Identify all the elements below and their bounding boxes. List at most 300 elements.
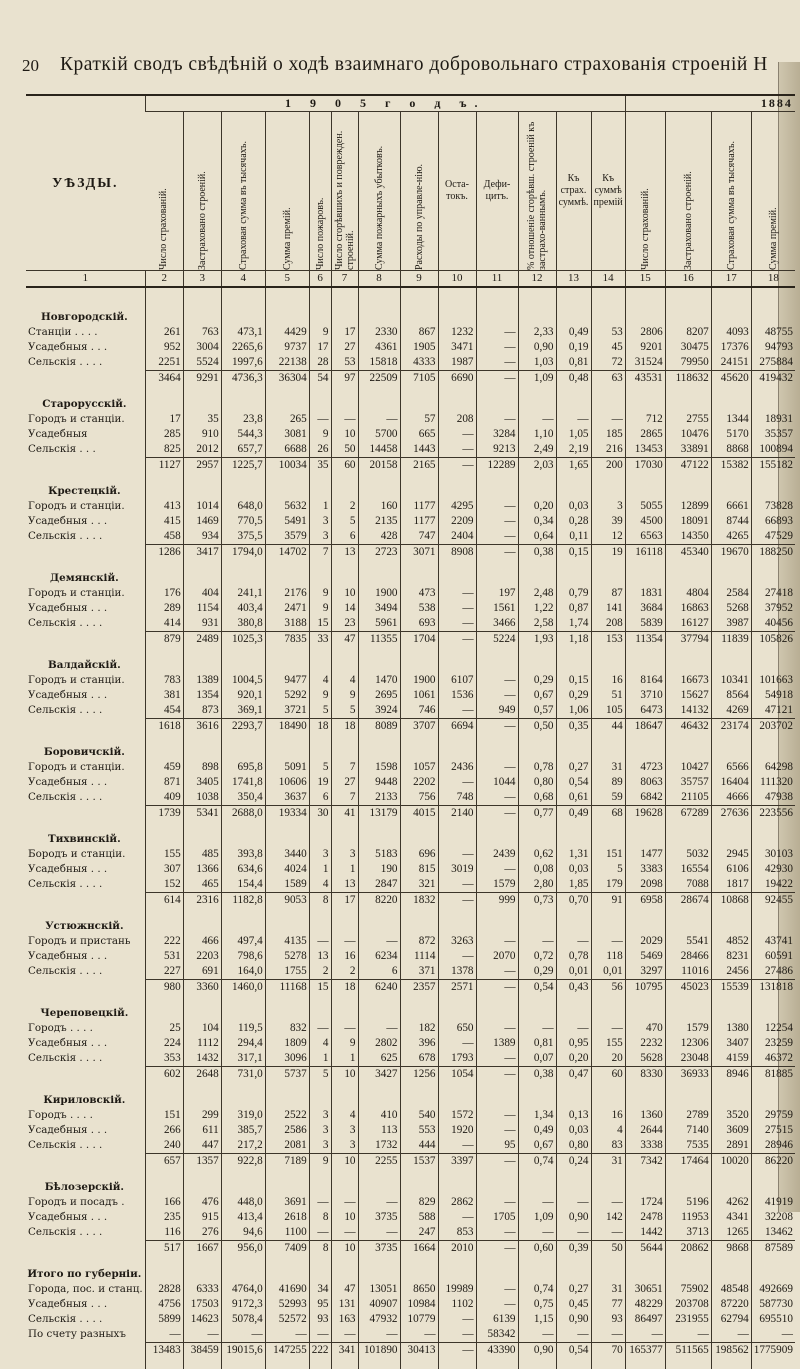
cell-col-5: 52993: [265, 1297, 309, 1312]
table-row: [26, 499, 795, 514]
table-row: [26, 616, 795, 632]
cell-col-13: 0,90: [556, 1312, 591, 1327]
cell-col-8: 3735: [358, 1241, 400, 1257]
row-label: [26, 632, 145, 648]
cell-col-12: 0,78: [518, 760, 556, 775]
cell-col-10: 2010: [438, 1241, 476, 1257]
table-row: [26, 1225, 795, 1241]
cell-col-6: —: [309, 412, 331, 427]
cell-col-17: 11839: [711, 632, 751, 648]
cell-col-17: 48548: [711, 1282, 751, 1297]
cell-col-5: 5278: [265, 949, 309, 964]
cell-col-13: 0,39: [556, 1241, 591, 1257]
column-header-6: [309, 112, 331, 271]
cell-col-12: 1,09: [518, 371, 556, 387]
cell-col-4: —: [221, 1327, 265, 1343]
cell-col-10: 19989: [438, 1282, 476, 1297]
cell-col-6: 9: [309, 1154, 331, 1170]
cell-col-7: 341: [331, 1343, 358, 1359]
cell-col-18: 13462: [751, 1225, 795, 1241]
cell-col-5: 18490: [265, 719, 309, 735]
cell-col-17: 62794: [711, 1312, 751, 1327]
cell-col-9: 7105: [400, 371, 438, 387]
cell-col-2: 261: [145, 325, 183, 340]
cell-col-17: 198562: [711, 1343, 751, 1359]
cell-col-7: 1: [331, 1051, 358, 1067]
cell-col-3: 2012: [183, 442, 221, 458]
cell-col-16: —: [665, 1327, 711, 1343]
cell-col-3: 1366: [183, 862, 221, 877]
cell-col-2: 166: [145, 1195, 183, 1210]
cell-col-18: 131818: [751, 980, 795, 996]
cell-col-4: 1460,0: [221, 980, 265, 996]
cell-col-12: 0,29: [518, 673, 556, 688]
cell-col-15: 6842: [625, 790, 665, 806]
cell-col-14: 20: [591, 1051, 625, 1067]
table-row: [26, 949, 795, 964]
cell-col-4: 648,0: [221, 499, 265, 514]
cell-col-12: 2,03: [518, 458, 556, 474]
column-number: 15: [625, 271, 665, 288]
column-number: 17: [711, 271, 751, 288]
cell-col-13: 0,27: [556, 760, 591, 775]
cell-col-16: 5541: [665, 934, 711, 949]
cell-col-9: 815: [400, 862, 438, 877]
cell-col-3: 2648: [183, 1067, 221, 1083]
table-row: [26, 355, 795, 371]
cell-col-6: 9: [309, 427, 331, 442]
cell-col-16: 20862: [665, 1241, 711, 1257]
cell-col-12: 0,67: [518, 688, 556, 703]
cell-col-2: 1127: [145, 458, 183, 474]
cell-col-13: —: [556, 934, 591, 949]
cell-col-6: 3: [309, 1108, 331, 1123]
row-label: Сельскія . . . .: [28, 791, 103, 804]
cell-col-5: 3096: [265, 1051, 309, 1067]
cell-col-18: 64298: [751, 760, 795, 775]
cell-col-11: —: [476, 499, 518, 514]
column-header-18: [751, 112, 795, 271]
cell-col-5: 9053: [265, 893, 309, 909]
row-label: [26, 545, 145, 561]
cell-col-13: 0,90: [556, 1210, 591, 1225]
table-row: [26, 775, 795, 790]
column-number: 5: [265, 271, 309, 288]
column-number: 16: [665, 271, 711, 288]
cell-col-15: 3383: [625, 862, 665, 877]
cell-col-9: 538: [400, 601, 438, 616]
cell-col-7: 17: [331, 325, 358, 340]
cell-col-7: —: [331, 934, 358, 949]
cell-col-4: 731,0: [221, 1067, 265, 1083]
column-number: 4: [221, 271, 265, 288]
cell-col-9: 1177: [400, 499, 438, 514]
cell-col-12: 0,62: [518, 847, 556, 862]
cell-col-17: 16404: [711, 775, 751, 790]
cell-col-7: 3: [331, 1123, 358, 1138]
cell-col-7: 41: [331, 806, 358, 822]
cell-col-12: 0,90: [518, 1343, 556, 1359]
cell-col-2: 825: [145, 442, 183, 458]
cell-col-3: 910: [183, 427, 221, 442]
cell-col-5: 7835: [265, 632, 309, 648]
spacer-row: [26, 647, 795, 658]
cell-col-11: 6139: [476, 1312, 518, 1327]
cell-col-14: 3: [591, 499, 625, 514]
cell-col-3: 1357: [183, 1154, 221, 1170]
cell-col-13: 0,19: [556, 340, 591, 355]
cell-col-10: 1232: [438, 325, 476, 340]
row-label: Сельскія . . . .: [28, 704, 103, 717]
page-header: [0, 52, 800, 86]
cell-col-16: 3713: [665, 1225, 711, 1241]
cell-col-11: —: [476, 1067, 518, 1083]
cell-col-16: 231955: [665, 1312, 711, 1327]
cell-col-3: 38459: [183, 1343, 221, 1359]
cell-col-12: 0,90: [518, 340, 556, 355]
cell-col-7: 27: [331, 775, 358, 790]
cell-col-16: 45340: [665, 545, 711, 561]
table-row: [26, 847, 795, 862]
cell-col-9: 1905: [400, 340, 438, 355]
cell-col-8: 3427: [358, 1067, 400, 1083]
cell-col-10: 208: [438, 412, 476, 427]
table-row: [26, 1123, 795, 1138]
row-label: Бородъ и станціи.: [28, 848, 126, 860]
cell-col-12: 0,08: [518, 862, 556, 877]
row-label: Усадебныя . . .: [28, 1124, 108, 1136]
cell-col-3: 931: [183, 616, 221, 632]
cell-col-4: 2293,7: [221, 719, 265, 735]
cell-col-13: 0,79: [556, 586, 591, 601]
cell-col-10: 1920: [438, 1123, 476, 1138]
district-name: Устюжнскій.: [45, 920, 124, 932]
cell-col-2: 224: [145, 1036, 183, 1051]
cell-col-18: 27418: [751, 586, 795, 601]
cell-col-7: 3: [331, 847, 358, 862]
cell-col-17: 24151: [711, 355, 751, 371]
cell-col-2: 5899: [145, 1312, 183, 1327]
cell-col-2: 25: [145, 1021, 183, 1036]
cell-col-13: 0,29: [556, 688, 591, 703]
year-1884-header: 1884: [625, 95, 795, 112]
cell-col-14: 31: [591, 1282, 625, 1297]
column-number: 6: [309, 271, 331, 288]
year-header-row: [26, 95, 795, 112]
cell-col-15: 8330: [625, 1067, 665, 1083]
cell-col-14: 16: [591, 1108, 625, 1123]
column-header-label: Число страхованій.: [158, 188, 170, 270]
cell-col-12: 0,74: [518, 1154, 556, 1170]
district-total-row: [26, 458, 795, 474]
column-number: 8: [358, 271, 400, 288]
cell-col-2: 871: [145, 775, 183, 790]
table-row: [26, 1021, 795, 1036]
cell-col-3: 691: [183, 964, 221, 980]
cell-col-17: 5170: [711, 427, 751, 442]
cell-col-11: —: [476, 1021, 518, 1036]
cell-col-12: 0,72: [518, 949, 556, 964]
cell-col-2: 783: [145, 673, 183, 688]
cell-col-2: 980: [145, 980, 183, 996]
cell-col-8: 1900: [358, 586, 400, 601]
cell-col-16: 16673: [665, 673, 711, 688]
cell-col-15: 18647: [625, 719, 665, 735]
cell-col-14: 59: [591, 790, 625, 806]
cell-col-2: 266: [145, 1123, 183, 1138]
cell-col-6: 5: [309, 760, 331, 775]
cell-col-4: 350,4: [221, 790, 265, 806]
cell-col-16: 15627: [665, 688, 711, 703]
column-header-11: Дефи-цитъ.: [476, 112, 518, 271]
cell-col-8: —: [358, 1195, 400, 1210]
cell-col-8: 2330: [358, 325, 400, 340]
cell-col-12: 0,07: [518, 1051, 556, 1067]
cell-col-11: 1044: [476, 775, 518, 790]
cell-col-8: 190: [358, 862, 400, 877]
row-label: Сельскія . . . .: [28, 1226, 103, 1239]
cell-col-14: 83: [591, 1138, 625, 1154]
row-label: По счету разныхъ: [28, 1328, 126, 1341]
cell-col-16: 16127: [665, 616, 711, 632]
cell-col-16: 203708: [665, 1297, 711, 1312]
cell-col-2: 307: [145, 862, 183, 877]
cell-col-10: 3263: [438, 934, 476, 949]
cell-col-6: —: [309, 1195, 331, 1210]
cell-col-16: 28466: [665, 949, 711, 964]
row-label: [26, 1154, 145, 1170]
cell-col-11: —: [476, 934, 518, 949]
cell-col-15: 5055: [625, 499, 665, 514]
row-label: Городъ . . . .: [28, 1022, 93, 1034]
cell-col-9: 1061: [400, 688, 438, 703]
cell-col-5: 2586: [265, 1123, 309, 1138]
cell-col-15: 30651: [625, 1282, 665, 1297]
cell-col-12: 0,80: [518, 775, 556, 790]
cell-col-2: 4756: [145, 1297, 183, 1312]
cell-col-18: 492669: [751, 1282, 795, 1297]
cell-col-14: 68: [591, 806, 625, 822]
cell-col-8: 1732: [358, 1138, 400, 1154]
cell-col-8: 8089: [358, 719, 400, 735]
cell-col-9: 872: [400, 934, 438, 949]
cell-col-17: 1817: [711, 877, 751, 893]
district-name: Бѣлозерскій.: [44, 1181, 125, 1193]
cell-col-12: 2,80: [518, 877, 556, 893]
cell-col-6: 35: [309, 458, 331, 474]
cell-col-13: 0,61: [556, 790, 591, 806]
cell-col-16: 45023: [665, 980, 711, 996]
cell-col-16: 67289: [665, 806, 711, 822]
district-header-row: [26, 397, 795, 412]
cell-col-4: 4736,3: [221, 371, 265, 387]
column-header-14: Къ суммѣ премій: [591, 112, 625, 271]
cell-col-3: 1432: [183, 1051, 221, 1067]
table-row: [26, 964, 795, 980]
cell-col-9: 2165: [400, 458, 438, 474]
cell-col-18: 28946: [751, 1138, 795, 1154]
cell-col-16: 5032: [665, 847, 711, 862]
cell-col-8: 3494: [358, 601, 400, 616]
table-row: [26, 427, 795, 442]
cell-col-7: 6: [331, 529, 358, 545]
cell-col-4: 375,5: [221, 529, 265, 545]
cell-col-8: 22509: [358, 371, 400, 387]
cell-col-12: 0,54: [518, 980, 556, 996]
row-label: [26, 1343, 145, 1359]
table-row: [26, 412, 795, 427]
cell-col-17: 5268: [711, 601, 751, 616]
column-header-9: [400, 112, 438, 271]
cell-col-2: 155: [145, 847, 183, 862]
cell-col-7: 27: [331, 340, 358, 355]
cell-col-16: 5196: [665, 1195, 711, 1210]
cell-col-17: 4093: [711, 325, 751, 340]
district-name: Череповецкій.: [40, 1007, 129, 1019]
cell-col-10: —: [438, 1312, 476, 1327]
row-label: Сельскія . . . .: [28, 617, 103, 630]
cell-col-14: 70: [591, 1343, 625, 1359]
cell-col-9: 396: [400, 1036, 438, 1051]
cell-col-17: —: [711, 1327, 751, 1343]
cell-col-16: 21105: [665, 790, 711, 806]
cell-col-13: 0,49: [556, 325, 591, 340]
table-row: [26, 514, 795, 529]
column-header-label: Расходы по управле-нію.: [413, 163, 425, 270]
cell-col-11: —: [476, 1195, 518, 1210]
cell-col-11: 999: [476, 893, 518, 909]
cell-col-17: 6566: [711, 760, 751, 775]
cell-col-3: 1389: [183, 673, 221, 688]
district-total-row: [26, 632, 795, 648]
cell-col-15: 6563: [625, 529, 665, 545]
cell-col-3: 404: [183, 586, 221, 601]
row-label: Городъ и станціи.: [28, 500, 125, 512]
cell-col-17: 10868: [711, 893, 751, 909]
cell-col-17: 2891: [711, 1138, 751, 1154]
cell-col-13: —: [556, 1327, 591, 1343]
row-label: Сельскія . . . .: [28, 965, 103, 978]
district-header-row: [26, 919, 795, 934]
cell-col-11: —: [476, 355, 518, 371]
cell-col-17: 8231: [711, 949, 751, 964]
table-row: [26, 1036, 795, 1051]
cell-col-12: —: [518, 1195, 556, 1210]
cell-col-10: 4295: [438, 499, 476, 514]
cell-col-13: 0,70: [556, 893, 591, 909]
column-header-7: [331, 112, 358, 271]
cell-col-9: 693: [400, 616, 438, 632]
cell-col-13: 0,49: [556, 806, 591, 822]
cell-col-5: 3440: [265, 847, 309, 862]
cell-col-10: 1536: [438, 688, 476, 703]
cell-col-15: 86497: [625, 1312, 665, 1327]
cell-col-17: 1344: [711, 412, 751, 427]
cell-col-11: 2439: [476, 847, 518, 862]
cell-col-15: 1831: [625, 586, 665, 601]
cell-col-7: 10: [331, 1210, 358, 1225]
cell-col-7: 53: [331, 355, 358, 371]
cell-col-3: 1014: [183, 499, 221, 514]
cell-col-5: 2618: [265, 1210, 309, 1225]
row-label: Городъ и станціи.: [28, 413, 125, 425]
cell-col-18: 66893: [751, 514, 795, 529]
cell-col-9: 321: [400, 877, 438, 893]
cell-col-16: 2755: [665, 412, 711, 427]
cell-col-4: 380,8: [221, 616, 265, 632]
cell-col-8: 101890: [358, 1343, 400, 1359]
row-label: Усадебныя . . .: [28, 1037, 108, 1049]
cell-col-5: 4135: [265, 934, 309, 949]
cell-col-15: 31524: [625, 355, 665, 371]
cell-col-2: 454: [145, 703, 183, 719]
column-header-3: [183, 112, 221, 271]
cell-col-14: 50: [591, 1241, 625, 1257]
cell-col-15: 8063: [625, 775, 665, 790]
cell-col-3: 485: [183, 847, 221, 862]
cell-col-15: 19628: [625, 806, 665, 822]
cell-col-4: 393,8: [221, 847, 265, 862]
cell-col-8: 15818: [358, 355, 400, 371]
cell-col-10: 1102: [438, 1297, 476, 1312]
cell-col-9: 30413: [400, 1343, 438, 1359]
cell-col-5: —: [265, 1327, 309, 1343]
cell-col-7: 50: [331, 442, 358, 458]
cell-col-9: 4015: [400, 806, 438, 822]
cell-col-17: 4265: [711, 529, 751, 545]
cell-col-5: 7189: [265, 1154, 309, 1170]
cell-col-18: —: [751, 1327, 795, 1343]
cell-col-4: 403,4: [221, 601, 265, 616]
cell-col-6: 5: [309, 703, 331, 719]
cell-col-15: 5839: [625, 616, 665, 632]
row-label: Сельскія . . . .: [28, 1052, 103, 1065]
cell-col-18: 48755: [751, 325, 795, 340]
cell-col-18: 47121: [751, 703, 795, 719]
cell-col-14: 151: [591, 847, 625, 862]
cell-col-11: —: [476, 806, 518, 822]
cell-col-7: 10: [331, 1241, 358, 1257]
cell-col-11: —: [476, 371, 518, 387]
cell-col-10: —: [438, 586, 476, 601]
cell-col-12: 0,38: [518, 1067, 556, 1083]
cell-col-10: —: [438, 775, 476, 790]
cell-col-17: 2456: [711, 964, 751, 980]
district-header-row: [26, 1006, 795, 1021]
cell-col-13: 1,05: [556, 427, 591, 442]
cell-col-14: 45: [591, 340, 625, 355]
cell-col-10: —: [438, 949, 476, 964]
column-number: 12: [518, 271, 556, 288]
cell-col-15: 5644: [625, 1241, 665, 1257]
cell-col-9: 473: [400, 586, 438, 601]
column-header-4: [221, 112, 265, 271]
cell-col-6: 33: [309, 632, 331, 648]
cell-col-13: 0,11: [556, 529, 591, 545]
cell-col-6: 222: [309, 1343, 331, 1359]
cell-col-11: —: [476, 1108, 518, 1123]
cell-col-10: —: [438, 847, 476, 862]
cell-col-18: 587730: [751, 1297, 795, 1312]
cell-col-4: 956,0: [221, 1241, 265, 1257]
cell-col-9: 2202: [400, 775, 438, 790]
cell-col-13: 0,45: [556, 1297, 591, 1312]
cell-col-12: 1,22: [518, 601, 556, 616]
cell-col-4: 119,5: [221, 1021, 265, 1036]
column-header-8: [358, 112, 400, 271]
cell-col-13: 0,43: [556, 980, 591, 996]
cell-col-3: 3405: [183, 775, 221, 790]
